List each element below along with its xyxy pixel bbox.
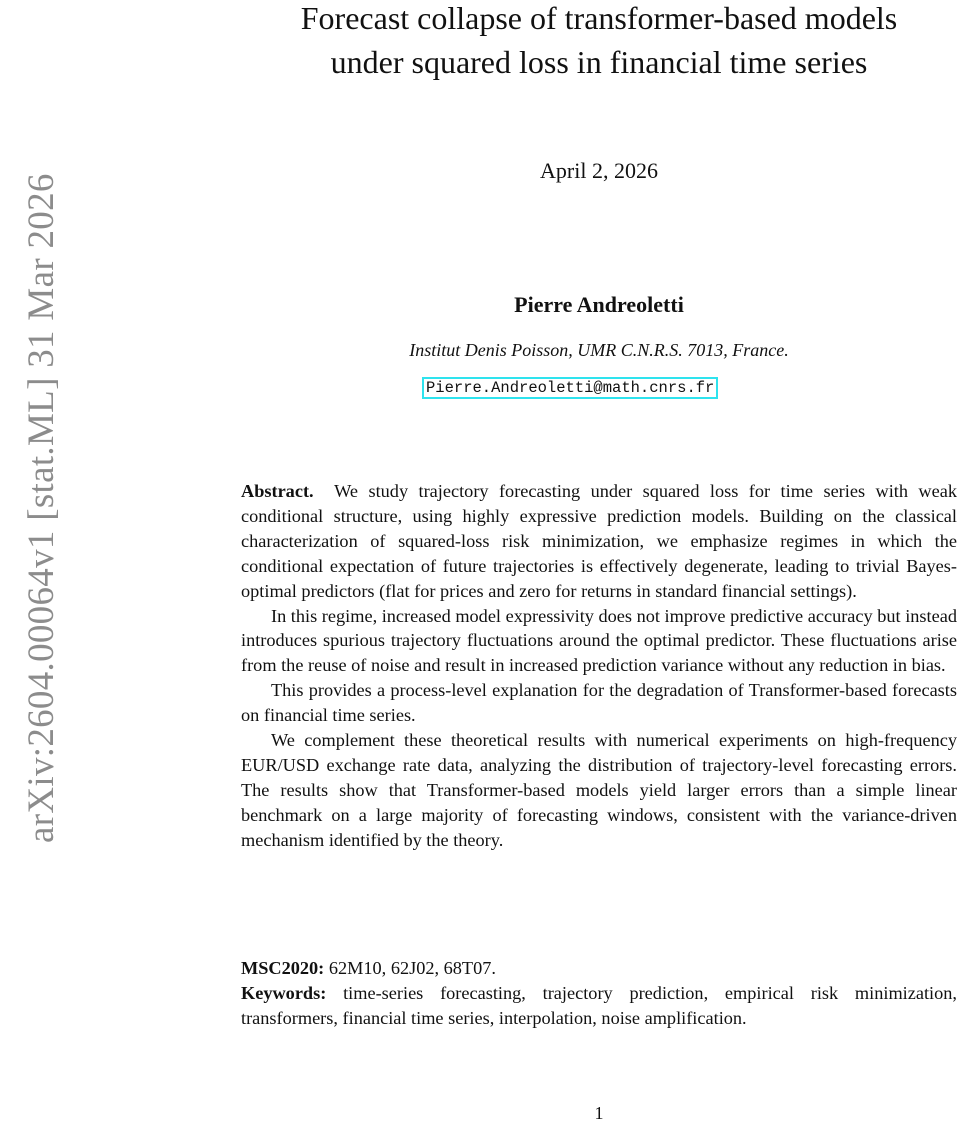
author-affiliation: Institut Denis Poisson, UMR C.N.R.S. 7013, France. [409,340,789,360]
abstract-label: Abstract. [241,481,314,501]
page-number: 1 [594,1103,604,1123]
msc-line [241,956,957,981]
author-email-link[interactable]: Pierre.Andreoletti@math.cnrs.fr [422,377,718,399]
abstract-paragraph-1 [241,479,957,604]
keywords-label: Keywords: [241,983,327,1003]
abstract-paragraph-4: We complement these theoretical results with numerical experiments on high-frequency EUR/USD exchange rate data, analyzing the distribution of trajectory-level forecasting errors. The results show that Transformer-based models yield larger errors than a simple linear benchmark on a large majority of forecasting windows, consistent with the variance-driven mechanism identified by the theory. [241,730,957,850]
abstract-paragraph-1-text: We study trajectory forecasting under squared loss for time series with weak conditional structure, using highly expressive prediction models. Building on the classical characterization of squared-loss risk minimization, we emphasize regimes in which the conditional expectation of future trajectories is effectively degenerate, leading to trivial Bayes-optimal predictors (flat for prices and zero for returns in standard financial settings). [241,481,957,601]
msc-label: MSC2020: [241,958,325,978]
arxiv-identifier: arXiv:2604.00064v1 [stat.ML] 31 Mar 2026 [21,173,62,843]
paper-title [240,0,958,84]
paper-title-line-2: under squared loss in financial time series [330,44,868,80]
keywords-list: time-series forecasting, trajectory prediction, empirical risk minimization, transformers, financial time series, interpolation, noise amplification. [241,983,957,1028]
abstract-paragraph-2: In this regime, increased model expressivity does not improve predictive accuracy but instead introduces spurious trajectory fluctuations around the optimal predictor. These fluctuations arise from the reuse of noise and result in increased prediction variance without any reduction in bias. [241,605,957,676]
metadata-section [241,956,957,1031]
author-name: Pierre Andreoletti [514,292,684,317]
paper-title-line-1: Forecast collapse of transformer-based models [300,0,898,36]
keywords-line [241,981,957,1031]
abstract-section [241,479,957,853]
paper-date: April 2, 2026 [540,158,658,183]
msc-codes: 62M10, 62J02, 68T07. [328,958,496,978]
abstract-paragraph-3: This provides a process-level explanation for the degradation of Transformer-based forecasts on financial time series. [241,680,957,726]
